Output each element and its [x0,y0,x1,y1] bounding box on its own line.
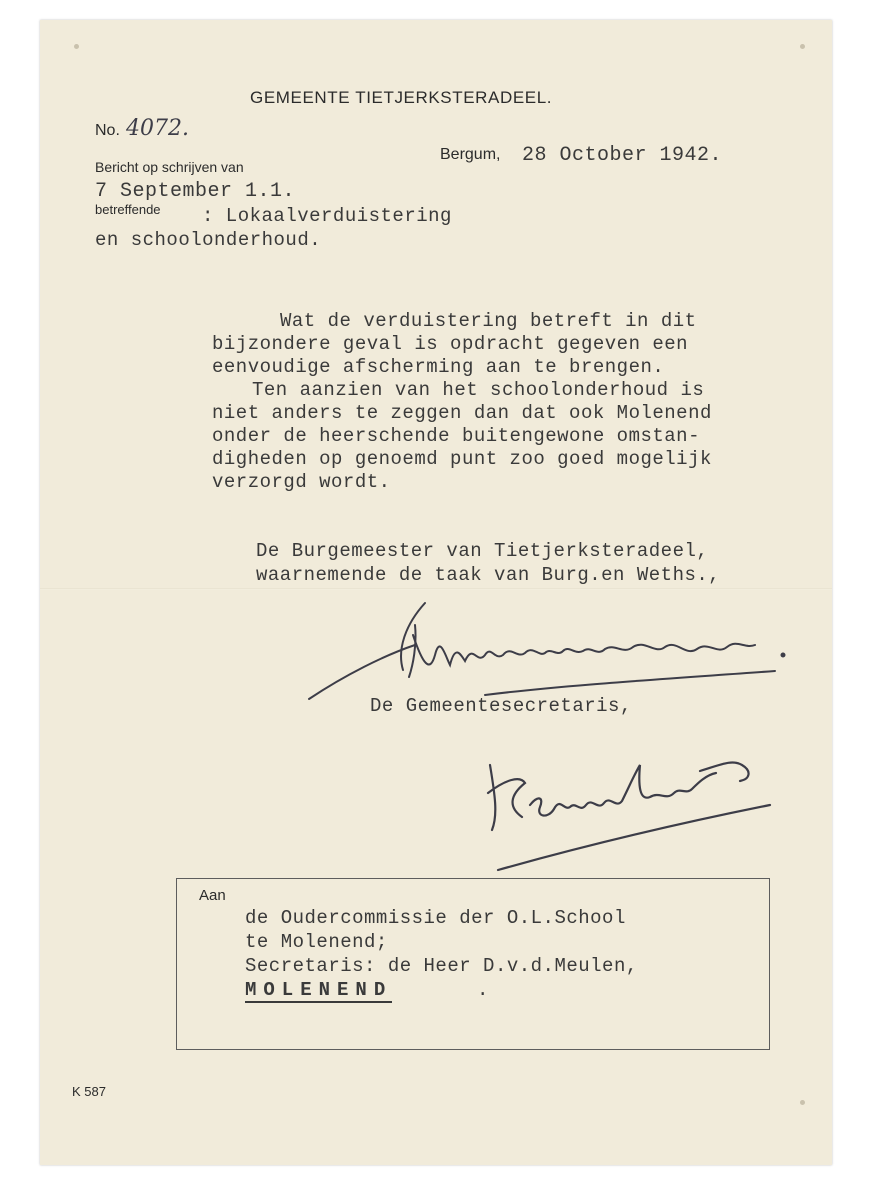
punch-hole [74,44,79,49]
body-line: eenvoudige afscherming aan te brengen. [212,356,665,378]
subject-line-2: en schoolonderhoud. [95,229,322,251]
closing-line-1: De Burgemeester van Tietjerksteradeel, [256,540,709,562]
body-line: verzorgd wordt. [212,471,391,493]
reference-label: Bericht op schrijven van [95,159,244,175]
address-line: te Molenend; [245,931,388,953]
letter-body [212,310,832,494]
address-line: Secretaris: de Heer D.v.d.Meulen, [245,955,638,977]
form-code: K 587 [72,1084,106,1099]
letterhead: GEMEENTE TIETJERKSTERADEEL. [250,88,553,107]
number-value: 4072. [126,116,189,141]
address-line: de Oudercommissie der O.L.School [245,907,626,929]
body-line: Wat de verduistering betreft in dit [280,310,697,332]
address-block [176,878,770,1050]
punch-hole [800,44,805,49]
place-label: Bergum, [440,146,501,163]
body-line: niet anders te zeggen dan dat ook Molenend [212,402,712,424]
punch-hole [800,1100,805,1105]
address-city [245,979,392,1003]
reference-value: 7 September 1.1. [95,180,296,203]
letter-date: 28 October 1942. [522,144,723,167]
body-line: bijzondere geval is opdracht gegeven een [212,333,689,355]
secretary-signature [470,735,790,880]
address-city-name: MOLENEND [245,979,393,1001]
body-line: Ten aanzien van het schoolonderhoud is [252,379,705,401]
address-city-end: . [477,979,489,1001]
letter-sheet [40,20,832,1165]
address-label: Aan [199,887,226,904]
body-line: digheden op genoemd punt zoo goed mogelijk [212,448,712,470]
subject-label: betreffende [95,202,161,217]
fold-crease [40,588,832,590]
secretary-label: De Gemeentesecretaris, [370,695,632,717]
number-label: No. [95,122,120,139]
subject-line-1: : Lokaalverduistering [202,205,452,227]
mayor-signature [305,595,795,705]
body-line: onder de heerschende buitengewone omstan- [212,425,700,447]
closing-line-2: waarnemende de taak van Burg.en Weths., [256,564,721,586]
